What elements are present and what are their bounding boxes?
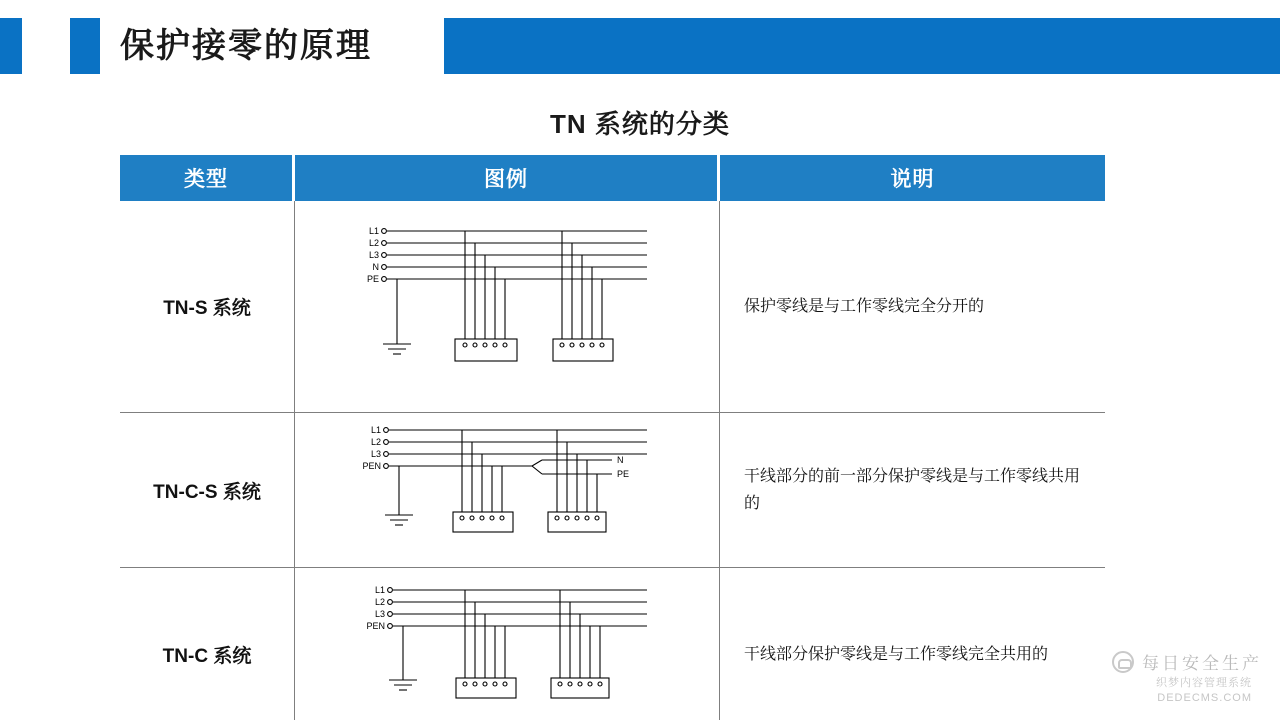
tn-c-s-diagram <box>295 413 719 567</box>
table-row <box>120 413 1105 568</box>
watermark-account <box>1112 649 1262 674</box>
page-title: 保护接零的原理 <box>120 27 372 65</box>
cell-description: 干线部分保护零线是与工作零线完全共用的 <box>744 645 1049 663</box>
wechat-icon <box>1112 651 1134 673</box>
tn-c-svg <box>357 580 657 720</box>
label-pe: PE <box>366 274 379 284</box>
cell-description: 干线部分的前一部分保护零线是与工作零线共用的 <box>744 467 1081 512</box>
slide-header <box>0 18 1280 74</box>
label-l1: L1 <box>370 425 381 435</box>
watermark-cms-line1: 织梦内容管理系统 <box>1156 677 1252 690</box>
cell-figure <box>295 413 720 567</box>
watermark-cms-line2: DEDECMS.COM <box>1157 692 1252 705</box>
label-l2: L2 <box>368 238 379 248</box>
cell-type: TN-C 系统 <box>120 568 295 720</box>
label-pen: PEN <box>366 620 385 631</box>
table-title: TN 系统的分类 <box>550 109 730 139</box>
tn-s-diagram <box>295 201 719 412</box>
cell-type: TN-C-S 系统 <box>120 413 295 567</box>
tn-c-s-svg <box>357 420 657 560</box>
label-l3: L3 <box>368 250 379 260</box>
label-l2: L2 <box>370 437 381 447</box>
cell-type: TN-S 系统 <box>120 201 295 412</box>
cell-figure <box>295 201 720 412</box>
header-white-notch <box>22 18 70 74</box>
label-l1: L1 <box>374 584 385 595</box>
column-header-description: 说明 <box>890 168 935 191</box>
watermark-cms <box>1156 676 1252 706</box>
tn-c-diagram <box>295 568 719 720</box>
table-row <box>120 201 1105 413</box>
label-l1: L1 <box>368 226 379 236</box>
label-l3: L3 <box>370 449 381 459</box>
column-header-type: 类型 <box>120 155 295 201</box>
tn-system-table <box>120 155 1105 720</box>
table-header-row <box>120 155 1105 201</box>
table-row <box>120 568 1105 720</box>
label-l2: L2 <box>374 596 385 607</box>
column-header-figure: 图例 <box>295 155 720 201</box>
watermark-text: 每日安全生产 <box>1142 654 1262 673</box>
label-l3: L3 <box>374 608 385 619</box>
header-blue-tick <box>70 18 84 74</box>
tn-s-svg <box>357 219 657 394</box>
label-n-right: N <box>617 455 624 465</box>
cell-figure <box>295 568 720 720</box>
cell-description: 保护零线是与工作零线完全分开的 <box>744 297 985 315</box>
label-pe-right: PE <box>617 469 630 479</box>
label-n: N <box>372 262 379 272</box>
label-pen: PEN <box>362 461 381 471</box>
